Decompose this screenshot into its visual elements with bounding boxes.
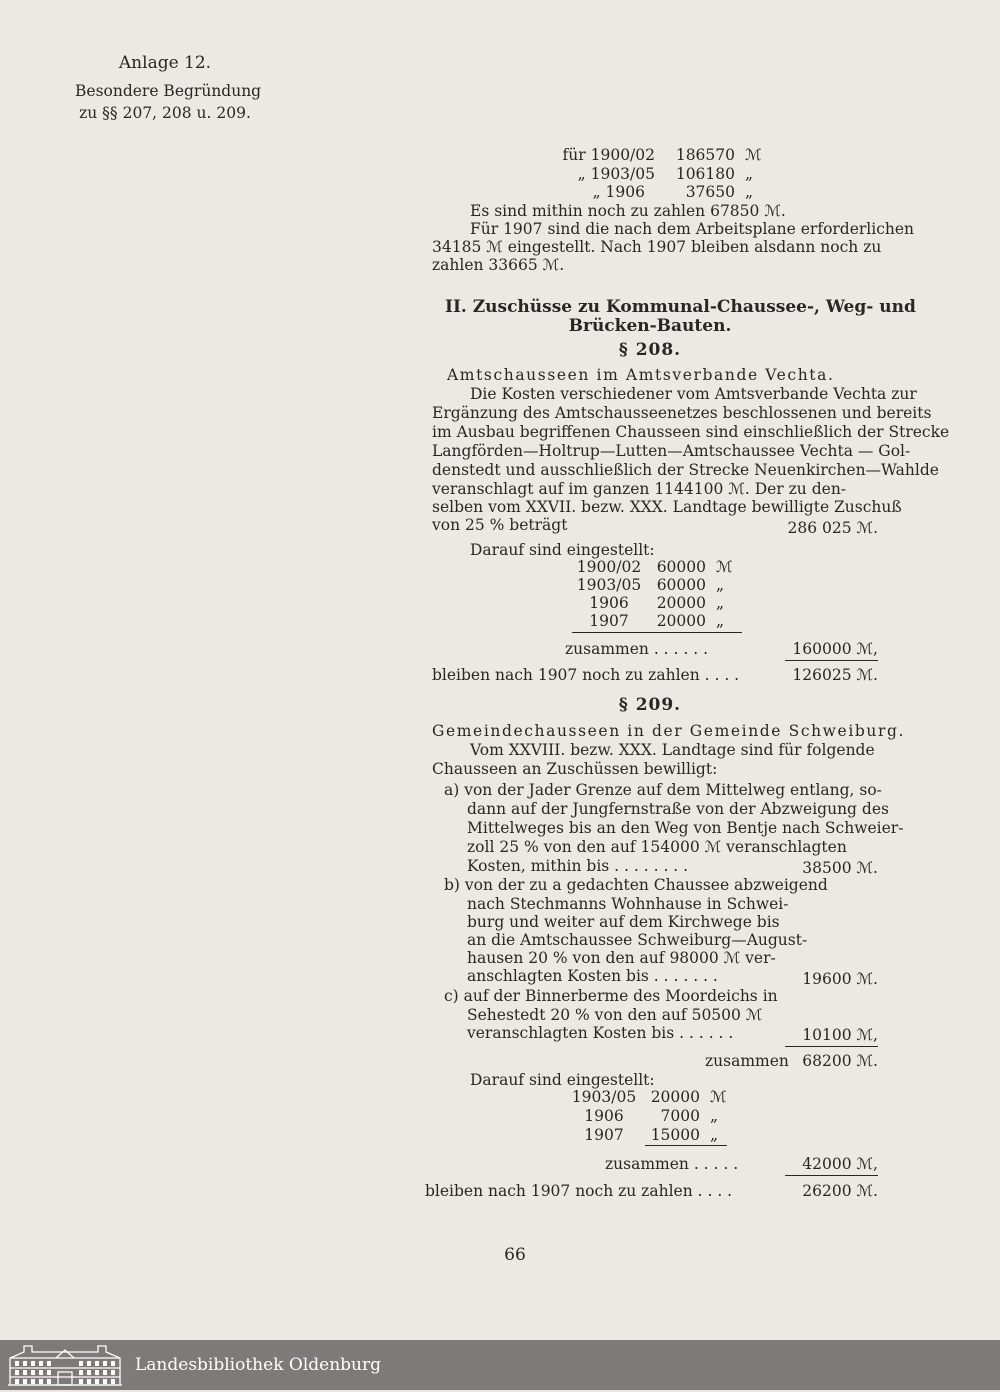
- section-heading: II. Zuschüsse zu Kommunal-Chaussee-, Weg- und: [445, 297, 916, 317]
- library-footer: [0, 1340, 1000, 1390]
- header-line-2: zu §§ 207, 208 u. 209.: [79, 104, 251, 122]
- amount: 60000: [656, 558, 706, 576]
- text-line: veranschlagt auf im ganzen 1144100 ℳ. Der zu den-: [432, 480, 847, 498]
- item-a-amount: 38500 ℳ.: [802, 859, 878, 877]
- bleiben-amount: 126025 ℳ.: [792, 666, 878, 684]
- amount: 20000: [650, 1088, 700, 1106]
- amount: 286 025 ℳ.: [787, 519, 878, 537]
- eingestellt-label: Darauf sind eingestellt:: [470, 541, 655, 559]
- unit: „: [710, 1107, 719, 1125]
- item-c-line: veranschlagten Kosten bis . . . . . .: [467, 1024, 734, 1042]
- header-line-1: Besondere Begründung: [75, 82, 262, 100]
- text-line: Für 1907 sind die nach dem Arbeitsplane erforderlichen: [470, 220, 915, 238]
- item-b-line: nach Stechmanns Wohnhause in Schwei-: [467, 895, 789, 913]
- top-row-amount: 186570: [675, 146, 735, 164]
- text-line: Die Kosten verschiedener vom Amtsverbande Vechta zur: [470, 385, 917, 403]
- top-row-label: für 1900/02: [562, 146, 655, 164]
- page-number: 66: [504, 1245, 526, 1265]
- item-b-line: anschlagten Kosten bis . . . . . . .: [467, 967, 718, 985]
- year: 1900/02: [576, 558, 642, 576]
- amount: 20000: [656, 594, 706, 612]
- paragraph-number: § 208.: [618, 340, 682, 360]
- year: 1903/05: [571, 1088, 637, 1106]
- unit: „: [710, 1126, 719, 1144]
- amount: 7000: [660, 1107, 700, 1125]
- unit: ℳ: [716, 558, 733, 576]
- text-line: Langförden—Holtrup—Lutten—Amtschaussee Vechta — Gol-: [432, 442, 911, 460]
- paragraph-subtitle: Gemeindechausseen in der Gemeinde Schweiburg.: [432, 722, 906, 740]
- paragraph-subtitle: Amtschausseen im Amtsverbande Vechta.: [447, 366, 835, 384]
- item-c-line: c) auf der Binnerberme des Moordeichs in: [444, 987, 778, 1005]
- text-line: von 25 % beträgt: [432, 516, 568, 534]
- top-row-unit: ℳ: [745, 146, 762, 164]
- total-rule: [785, 1175, 878, 1176]
- year: 1906: [584, 1107, 624, 1125]
- top-row-unit: „: [745, 183, 754, 201]
- item-c-line: Sehestedt 20 % von den auf 50500 ℳ: [467, 1006, 763, 1024]
- unit: „: [716, 576, 725, 594]
- item-a-line: a) von der Jader Grenze auf dem Mittelweg entlang, so-: [444, 781, 882, 799]
- section-heading-line-2: Brücken-Bauten.: [568, 316, 732, 336]
- text-line: im Ausbau begriffenen Chausseen sind einschließlich der Strecke: [432, 423, 950, 441]
- unit: ℳ: [710, 1088, 727, 1106]
- top-row-label: „ 1906: [592, 183, 645, 201]
- bleiben-label: bleiben nach 1907 noch zu zahlen . . . .: [425, 1182, 733, 1200]
- year: 1907: [589, 612, 629, 630]
- item-b-line: an die Amtschaussee Schweiburg—August-: [467, 931, 808, 949]
- item-b-line: b) von der zu a gedachten Chaussee abzweigend: [444, 876, 828, 894]
- anlage-label: Anlage 12.: [118, 53, 212, 73]
- year: 1903/05: [576, 576, 642, 594]
- text-line: Vom XXVIII. bezw. XXX. Landtage sind für folgende: [470, 741, 875, 759]
- text-line: Chausseen an Zuschüssen bewilligt:: [432, 760, 718, 778]
- unit: „: [716, 594, 725, 612]
- item-a-line: Mittelweges bis an den Weg von Bentje nach Schweier-: [467, 819, 904, 837]
- bleiben-label: bleiben nach 1907 noch zu zahlen . . . .: [432, 666, 740, 684]
- amount: 15000: [650, 1126, 700, 1144]
- text-line: Ergänzung des Amtschausseenetzes beschlossenen und bereits: [432, 404, 932, 422]
- item-b-amount: 19600 ℳ.: [802, 970, 878, 988]
- top-row-amount: 37650: [685, 183, 735, 201]
- item-a-line: dann auf der Jungfernstraße von der Abzweigung des: [467, 800, 889, 818]
- total-rule: [785, 660, 878, 661]
- item-b-line: burg und weiter auf dem Kirchwege bis: [467, 913, 780, 931]
- year: 1907: [584, 1126, 624, 1144]
- sum-rule: [572, 632, 742, 633]
- zusammen-label: zusammen: [705, 1052, 789, 1070]
- text-line: 34185 ℳ eingestellt. Nach 1907 bleiben alsdann noch zu: [432, 238, 882, 256]
- top-row-label: „ 1903/05: [577, 165, 655, 183]
- zusammen-amount: 68200 ℳ.: [802, 1052, 878, 1070]
- sum-rule: [645, 1145, 727, 1146]
- text-line: zahlen 33665 ℳ.: [432, 256, 565, 274]
- unit: „: [716, 612, 725, 630]
- library-name: Landesbibliothek Oldenburg: [135, 1355, 382, 1375]
- text-line: Es sind mithin noch zu zahlen 67850 ℳ.: [470, 202, 786, 220]
- item-b-line: hausen 20 % von den auf 98000 ℳ ver-: [467, 949, 776, 967]
- item-c-amount: 10100 ℳ,: [802, 1026, 878, 1044]
- year: 1906: [589, 594, 629, 612]
- sum-rule: [785, 1046, 878, 1047]
- text-line: denstedt und ausschließlich der Strecke Neuenkirchen—Wahlde: [432, 461, 939, 479]
- zusammen-amount: 42000 ℳ,: [802, 1155, 878, 1173]
- zusammen-amount: 160000 ℳ,: [792, 640, 878, 658]
- item-a-line: Kosten, mithin bis . . . . . . . .: [467, 857, 689, 875]
- top-row-unit: „: [745, 165, 754, 183]
- eingestellt-label: Darauf sind eingestellt:: [470, 1071, 655, 1089]
- item-a-line: zoll 25 % von den auf 154000 ℳ veranschlagten: [467, 838, 847, 856]
- library-building-icon: [6, 1342, 124, 1392]
- zusammen-label: zusammen . . . . .: [605, 1155, 739, 1173]
- amount: 60000: [656, 576, 706, 594]
- paragraph-number: § 209.: [618, 695, 682, 715]
- bleiben-amount: 26200 ℳ.: [802, 1182, 878, 1200]
- zusammen-label: zusammen . . . . . .: [565, 640, 709, 658]
- text-line: selben vom XXVII. bezw. XXX. Landtage bewilligte Zuschuß: [432, 498, 902, 516]
- top-row-amount: 106180: [675, 165, 735, 183]
- amount: 20000: [656, 612, 706, 630]
